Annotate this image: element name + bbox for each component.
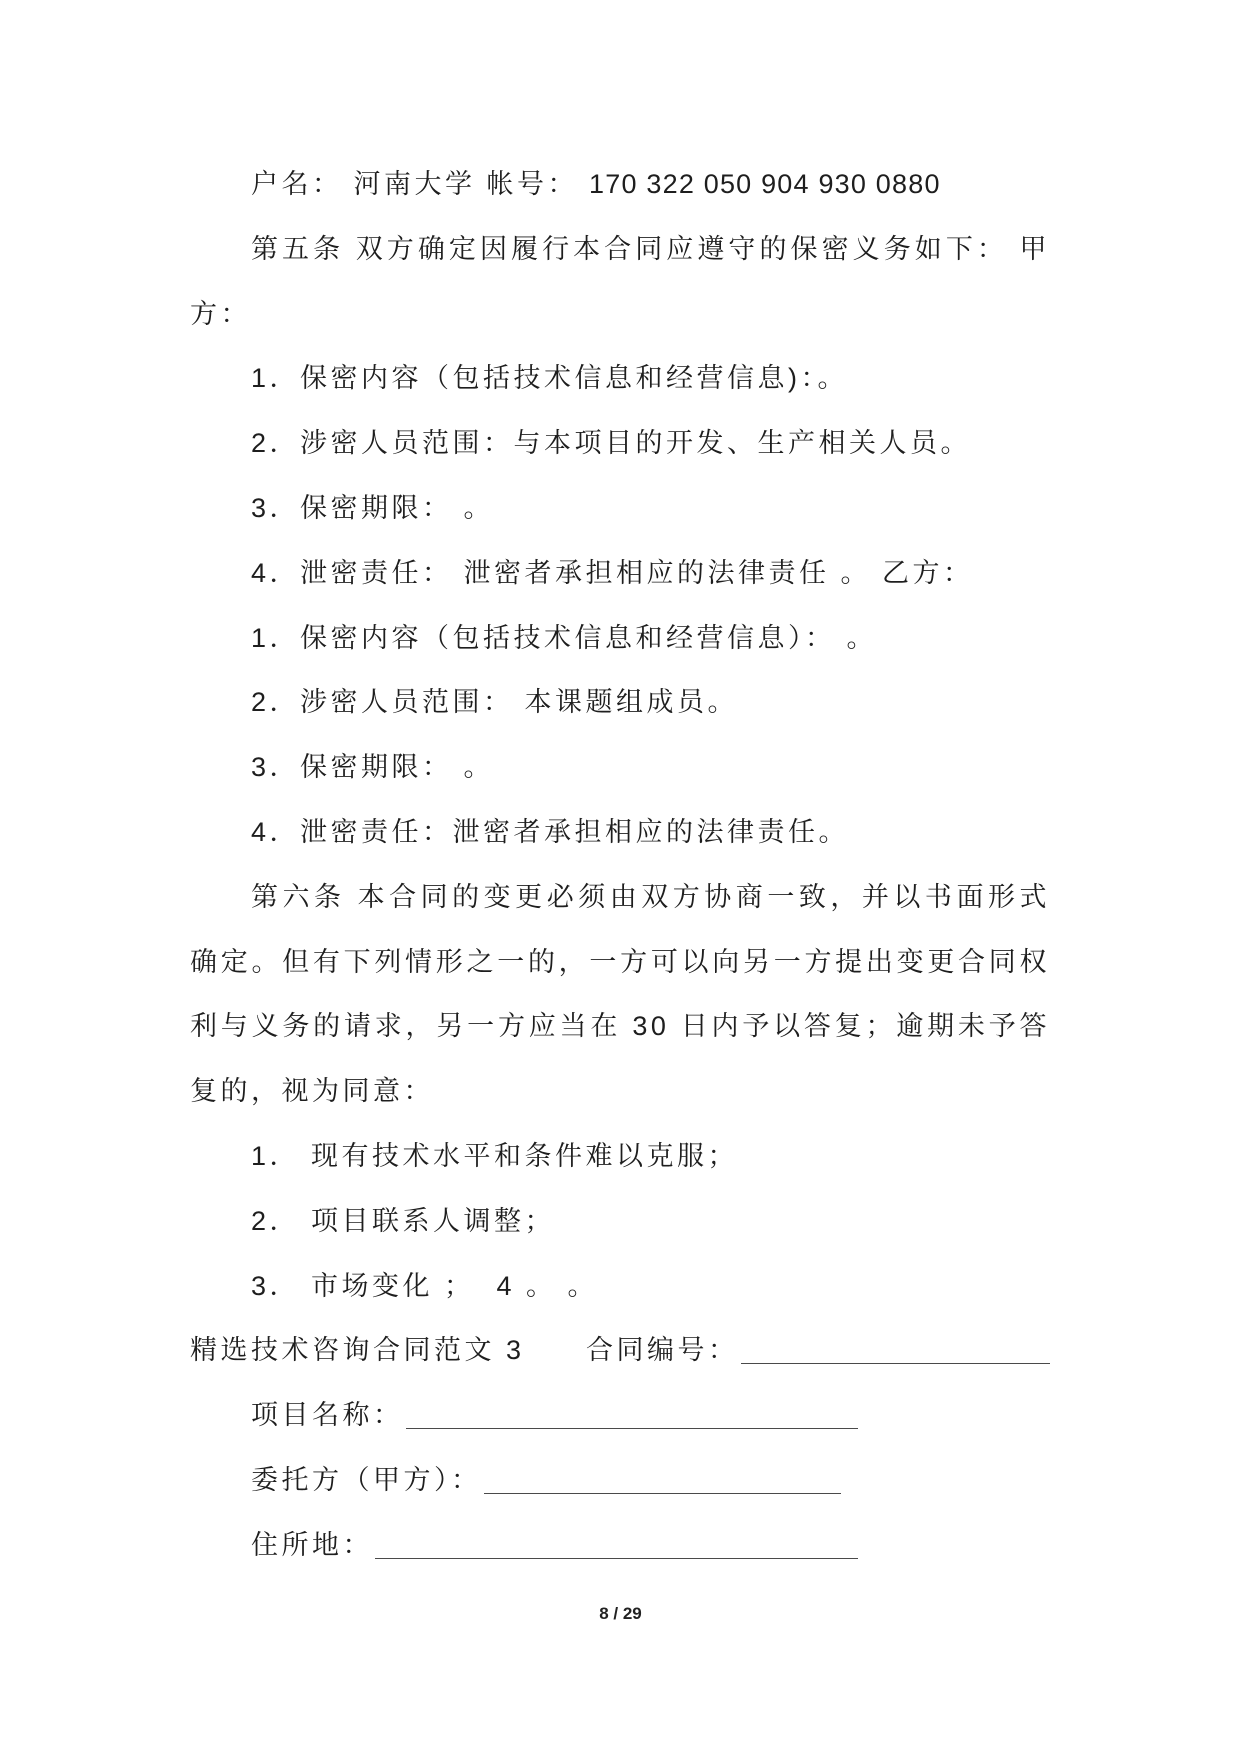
party-a-item-2: 2．涉密人员范围：与本项目的开发、生产相关人员。 bbox=[251, 428, 972, 459]
account-name: 河南大学 bbox=[353, 169, 476, 199]
address-row bbox=[190, 1513, 858, 1578]
party-a-item-4-row bbox=[190, 541, 1050, 606]
article-5-line-1: 第五条 双方确定因履行本合同应遵守的保密义务如下： 甲 bbox=[251, 233, 1050, 264]
article-6-item-3: 3． 市场变化 ； bbox=[251, 1270, 475, 1301]
page-body bbox=[190, 152, 1050, 1578]
client-label: 委托方（甲方）： bbox=[251, 1464, 482, 1495]
account-name-label: 户名： bbox=[251, 169, 343, 199]
project-name-row bbox=[190, 1383, 858, 1448]
address-label: 住所地： bbox=[251, 1529, 373, 1560]
article-6-line-4: 复的，视为同意： bbox=[190, 1076, 434, 1107]
account-number: 170 322 050 904 930 0880 bbox=[589, 169, 941, 199]
article-6-line-2: 确定。但有下列情形之一的，一方可以向另一方提出变更合同权 bbox=[190, 946, 1050, 977]
template-heading-row bbox=[190, 1318, 1050, 1383]
article-6-item-1: 1． 现有技术水平和条件难以克服； bbox=[251, 1140, 739, 1171]
party-a-item-3: 3．保密期限： 。 bbox=[251, 492, 495, 523]
article-6-line-3: 利与义务的请求，另一方应当在 30 日内予以答复；逾期未予答 bbox=[190, 1011, 1050, 1042]
party-b-label: 乙方： bbox=[882, 557, 974, 588]
contract-number-blank bbox=[741, 1363, 1051, 1364]
address-blank bbox=[375, 1558, 858, 1559]
bank-account-line bbox=[190, 152, 1050, 217]
party-a-item-1: 1．保密内容（包括技术信息和经营信息)：。 bbox=[251, 363, 849, 394]
page-number: 8 / 29 bbox=[599, 1604, 642, 1623]
template-heading: 精选技术咨询合同范文 3 bbox=[190, 1335, 525, 1366]
article-6-item-4: 4 。 。 bbox=[496, 1270, 599, 1301]
project-name-label: 项目名称： bbox=[251, 1400, 404, 1431]
client-blank bbox=[484, 1493, 842, 1494]
article-5-line-2: 方： bbox=[190, 298, 251, 329]
party-b-item-2: 2．涉密人员范围： 本课题组成员。 bbox=[251, 687, 739, 718]
account-number-label: 帐号： bbox=[486, 169, 579, 199]
contract-number-label: 合同编号： bbox=[586, 1335, 739, 1366]
party-b-item-4: 4．泄密责任：泄密者承担相应的法律责任。 bbox=[251, 816, 850, 847]
party-b-item-3: 3．保密期限： 。 bbox=[251, 752, 495, 783]
client-row bbox=[190, 1448, 841, 1513]
article-6-item-2: 2． 项目联系人调整； bbox=[251, 1205, 556, 1236]
party-b-item-1: 1．保密内容（包括技术信息和经营信息）： 。 bbox=[251, 622, 878, 653]
project-name-blank bbox=[406, 1428, 859, 1429]
article-6-items-3-4-row bbox=[190, 1254, 1050, 1319]
party-a-item-4: 4．泄密责任： 泄密者承担相应的法律责任 。 bbox=[251, 557, 872, 588]
article-6-line-1: 第六条 本合同的变更必须由双方协商一致，并以书面形式 bbox=[251, 881, 1050, 912]
